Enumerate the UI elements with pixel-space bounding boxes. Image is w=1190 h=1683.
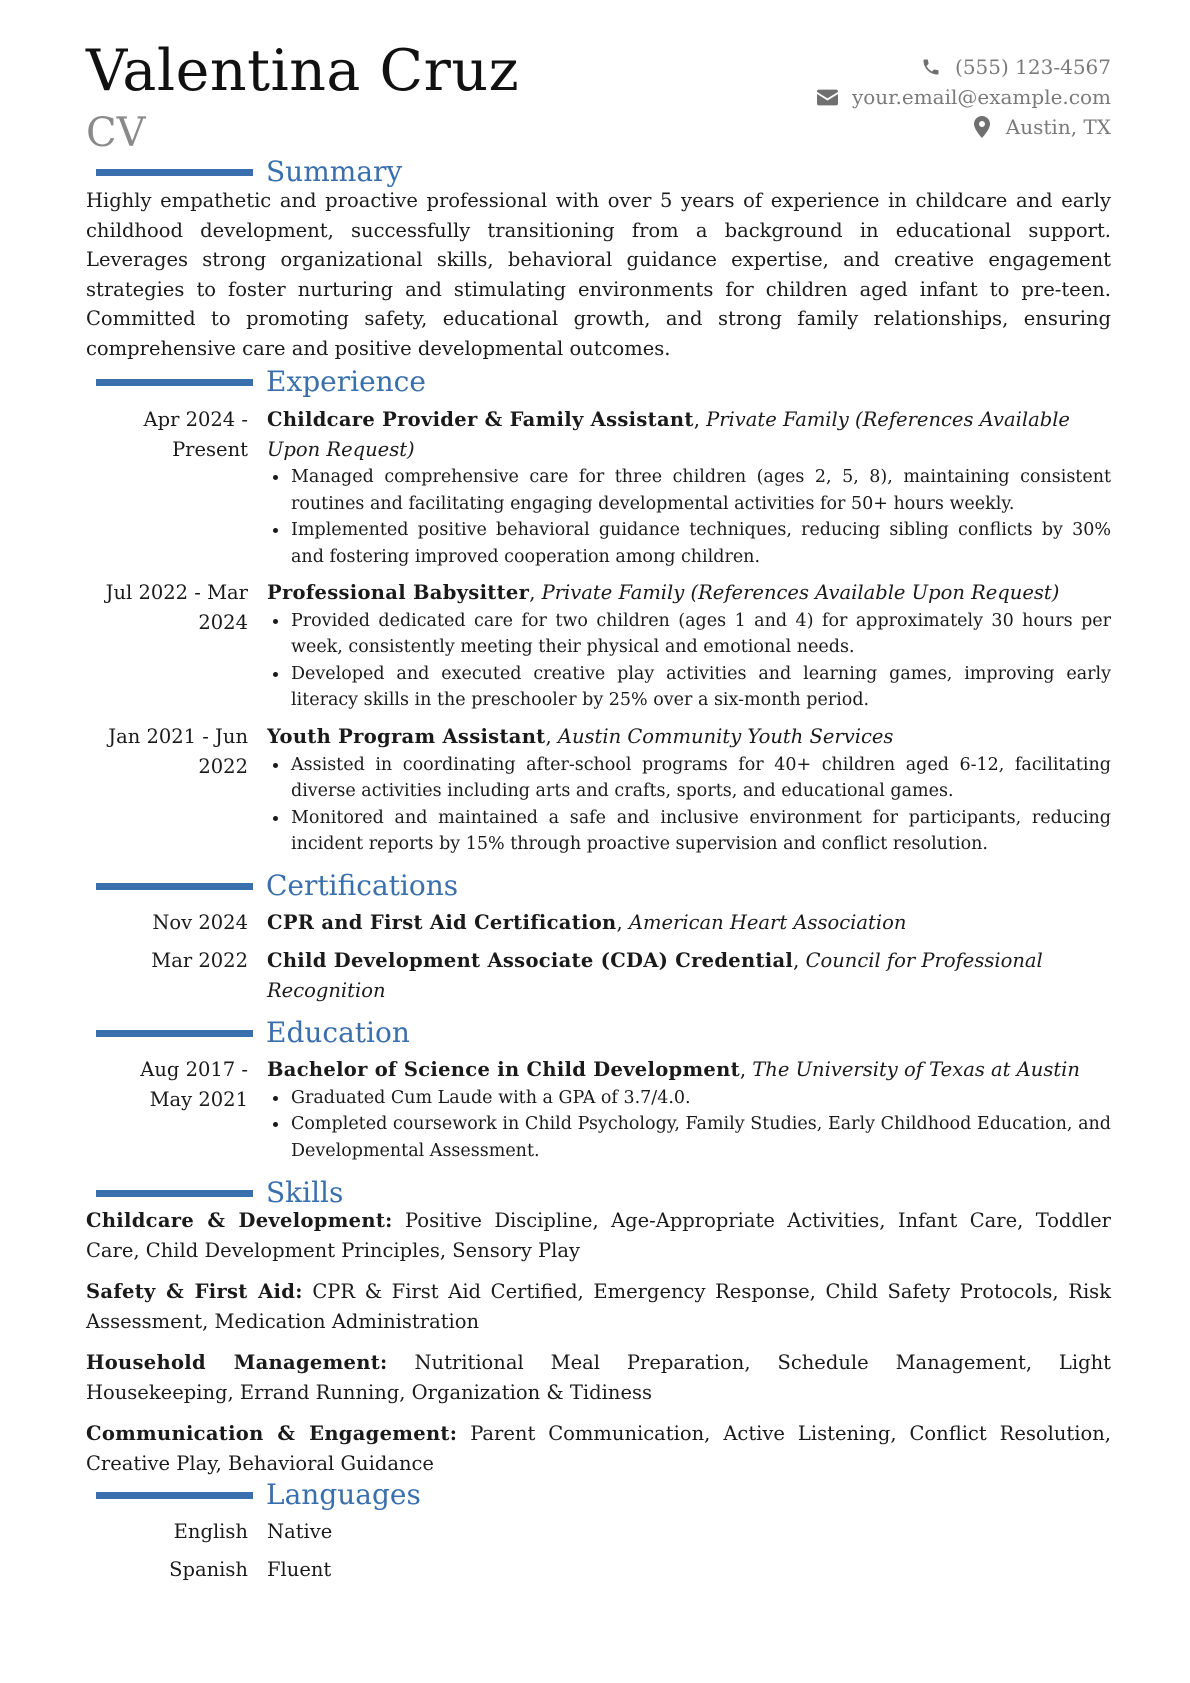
issuer: American Heart Association [628, 911, 907, 934]
language-level: Native [267, 1520, 333, 1543]
section-accent-bar [96, 379, 253, 386]
section-accent-bar [96, 883, 253, 890]
skill-group [86, 1277, 1111, 1336]
certification-title: CPR and First Aid Certification [267, 911, 617, 934]
skill-group-label: Communication & Engagement: [86, 1422, 458, 1445]
cv-page [86, 0, 1111, 1683]
skill-group-text: Nutritional Meal Preparation, Schedule Management, Light Housekeeping, Errand Running, Organization & Tidiness [86, 1351, 1111, 1404]
skill-group-text: Parent Communication, Active Listening, Conflict Resolution, Creative Play, Behavioral Guidance [86, 1422, 1111, 1475]
entry-bullets [267, 752, 1111, 858]
language-name: Spanish [169, 1558, 248, 1581]
phone-icon [920, 56, 942, 78]
bullet-item: Assisted in coordinating after-school programs for 40+ children aged 6-12, facilitating diverse activities including arts and crafts, sports, and educational games. [267, 752, 1111, 805]
bullet-item: Implemented positive behavioral guidance techniques, reducing sibling conflicts by 30% and fostering improved cooperation among children. [267, 517, 1111, 570]
certification-title: Child Development Associate (CDA) Credential [267, 949, 794, 972]
entry-date: Apr 2024 - Present [143, 408, 248, 461]
section-accent-bar [96, 1492, 253, 1499]
entry-bullets [267, 1085, 1111, 1165]
skill-group-label: Childcare & Development: [86, 1209, 393, 1232]
section-heading-certifications: Certifications [96, 870, 458, 902]
entry-bullets [267, 608, 1111, 714]
summary-text: Highly empathetic and proactive professional with over 5 years of experience in childcare and early childhood development, successfully transitioning from a background in educational support. Leverages strong organizational skills, behavioral guidance expertise, and creative engagement strategies to foster nurturing and stimulating environments for children aged infant to pre-teen. Committed to promoting safety, educational growth, and strong family relationships, ensuring comprehensive care and positive developmental outcomes. [86, 189, 1111, 360]
section-accent-bar [96, 169, 253, 176]
email-address[interactable]: your.email@example.com [851, 85, 1111, 109]
section-heading-education: Education [96, 1017, 410, 1049]
skill-group-label: Safety & First Aid: [86, 1280, 303, 1303]
section-heading-skills: Skills [96, 1177, 343, 1209]
contact-info [691, 52, 1111, 142]
employer: Private Family (References Available Upon Request) [267, 408, 1070, 461]
entry-date: Jul 2022 - Mar 2024 [105, 581, 248, 634]
envelope-icon [817, 86, 839, 108]
section-accent-bar [96, 1030, 253, 1037]
section-accent-bar [96, 1190, 253, 1197]
entry-headline: Youth Program Assistant, Austin Community Youth Services [267, 725, 894, 748]
candidate-name: Valentina Cruz [86, 38, 520, 104]
entry-bullets [267, 464, 1111, 570]
job-title: Youth Program Assistant [267, 725, 546, 748]
section-heading-experience: Experience [96, 366, 426, 398]
job-title: Professional Babysitter [267, 581, 530, 604]
skill-group-label: Household Management: [86, 1351, 388, 1374]
entry-headline: Professional Babysitter, Private Family (References Available Upon Request) [267, 581, 1060, 604]
entry-date: Mar 2022 [151, 949, 248, 972]
issuer: Council for Professional Recognition [267, 949, 1043, 1002]
entry-date: Aug 2017 - May 2021 [140, 1058, 248, 1111]
bullet-item: Provided dedicated care for two children (ages 1 and 4) for approximately 30 hours per week, consistently meeting their physical and emotional needs. [267, 608, 1111, 661]
bullet-item: Completed coursework in Child Psychology, Family Studies, Early Childhood Education, and Developmental Assessment. [267, 1111, 1111, 1164]
phone-number: (555) 123-4567 [955, 55, 1111, 79]
entry-date: Nov 2024 [152, 911, 248, 934]
contact-location [691, 112, 1111, 142]
skill-group-text: Positive Discipline, Age-Appropriate Activities, Infant Care, Toddler Care, Child Development Principles, Sensory Play [86, 1209, 1111, 1262]
employer: Private Family (References Available Upon Request) [541, 581, 1060, 604]
entry-headline: CPR and First Aid Certification, American Heart Association [267, 911, 907, 934]
bullet-item: Monitored and maintained a safe and inclusive environment for participants, reducing incident reports by 15% through proactive supervision and conflict resolution. [267, 805, 1111, 858]
skill-group [86, 1419, 1111, 1478]
degree-title: Bachelor of Science in Child Development [267, 1058, 740, 1081]
map-pin-icon [971, 116, 993, 138]
document-subtitle: CV [86, 110, 146, 156]
location-text: Austin, TX [1005, 115, 1111, 139]
bullet-item: Managed comprehensive care for three children (ages 2, 5, 8), maintaining consistent routines and facilitating engaging developmental activities for 50+ hours weekly. [267, 464, 1111, 517]
contact-phone [691, 52, 1111, 82]
job-title: Childcare Provider & Family Assistant [267, 408, 694, 431]
language-level: Fluent [267, 1558, 332, 1581]
section-heading-summary: Summary [96, 156, 402, 188]
skill-group-text: CPR & First Aid Certified, Emergency Response, Child Safety Protocols, Risk Assessment, Medication Administration [86, 1280, 1112, 1333]
entry-headline: Bachelor of Science in Child Development, The University of Texas at Austin [267, 1058, 1080, 1081]
institution: The University of Texas at Austin [752, 1058, 1080, 1081]
employer: Austin Community Youth Services [557, 725, 894, 748]
section-heading-languages: Languages [96, 1479, 421, 1511]
skill-group [86, 1348, 1111, 1407]
entry-headline: Child Development Associate (CDA) Credential, Council for Professional Recognition [267, 949, 1043, 1002]
language-name: English [173, 1520, 248, 1543]
entry-date: Jan 2021 - Jun 2022 [108, 725, 248, 778]
skill-group [86, 1206, 1111, 1265]
bullet-item: Graduated Cum Laude with a GPA of 3.7/4.0. [267, 1085, 1111, 1112]
contact-email [691, 82, 1111, 112]
bullet-item: Developed and executed creative play activities and learning games, improving early literacy skills in the preschooler by 25% over a six-month period. [267, 661, 1111, 714]
entry-headline: Childcare Provider & Family Assistant, Private Family (References Available Upon Request) [267, 408, 1070, 461]
